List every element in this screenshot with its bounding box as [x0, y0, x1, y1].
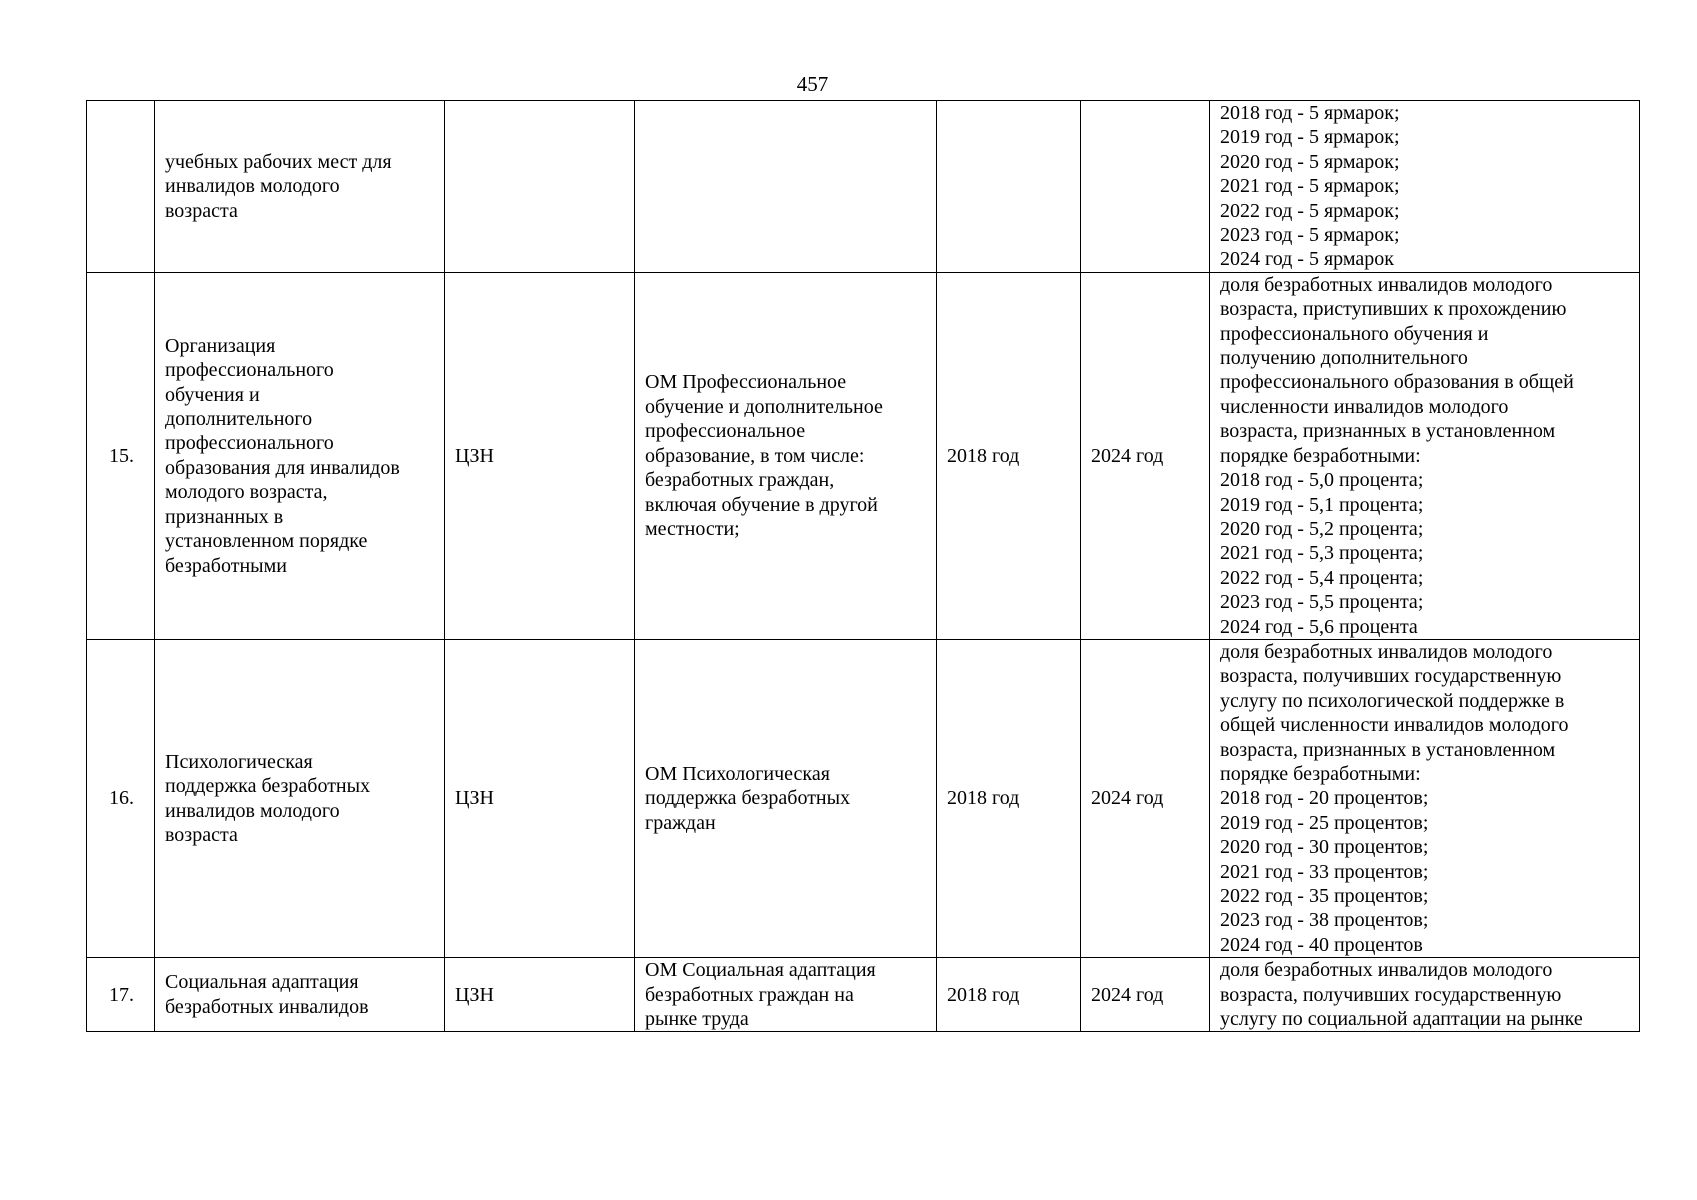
row-number-text: 15.	[109, 444, 134, 467]
indicator-cell-line: доля безработных инвалидов молодого	[1220, 959, 1553, 982]
activity-cell-line: поддержка безработных	[165, 775, 371, 798]
indicator-cell-line: 2021 год - 33 процентов;	[1220, 860, 1429, 883]
executor-cell-text: ЦЗН	[455, 787, 494, 810]
executor-cell	[445, 101, 635, 273]
indicator-cell-line: возраста, признанных в установленном	[1220, 420, 1556, 443]
start-year-cell-text: 2018 год	[947, 787, 1020, 810]
activity-cell-line: безработных инвалидов	[165, 995, 369, 1018]
end-year-cell-text: 2024 год	[1091, 983, 1164, 1006]
executor-cell	[445, 272, 635, 639]
activity-cell-line: признанных в	[165, 505, 284, 528]
activity-cell-line: Организация	[165, 334, 276, 357]
activity-cell-line: инвалидов молодого	[165, 175, 340, 198]
activity-cell-line: профессионального	[165, 432, 334, 455]
program-cell-line: обучение и дополнительное	[645, 395, 883, 418]
indicator-cell-line: 2024 год - 40 процентов	[1220, 933, 1423, 956]
program-cell-line: рынке труда	[645, 1008, 749, 1031]
executor-cell-text: ЦЗН	[455, 983, 494, 1006]
indicator-cell-line: 2018 год - 5,0 процента;	[1220, 469, 1424, 492]
indicator-cell-line: возраста, признанных в установленном	[1220, 738, 1556, 761]
indicator-cell-line: 2024 год - 5,6 процента	[1220, 615, 1418, 638]
indicator-cell-line: 2021 год - 5,3 процента;	[1220, 542, 1424, 565]
start-year-cell-text: 2018 год	[947, 983, 1020, 1006]
indicator-cell-line: доля безработных инвалидов молодого	[1220, 640, 1553, 663]
start-year-cell	[937, 101, 1081, 273]
indicator-cell-line: 2023 год - 38 процентов;	[1220, 909, 1429, 932]
end-year-cell-text: 2024 год	[1091, 444, 1164, 467]
table-row	[87, 101, 1640, 273]
program-cell-line: граждан	[645, 811, 716, 834]
indicator-cell-line: 2023 год - 5,5 процента;	[1220, 591, 1424, 614]
executor-cell	[445, 639, 635, 957]
start-year-cell	[937, 958, 1081, 1032]
activity-cell-line: учебных рабочих мест для	[165, 150, 392, 173]
program-cell	[635, 958, 937, 1032]
indicator-cell-line: 2019 год - 5,1 процента;	[1220, 493, 1424, 516]
indicator-cell	[1210, 958, 1640, 1032]
executor-cell-text: ЦЗН	[455, 444, 494, 467]
program-cell	[635, 101, 937, 273]
activity-cell-line: молодого возраста,	[165, 481, 328, 504]
indicator-cell-line: возраста, приступивших к прохождению	[1220, 298, 1567, 321]
row-number	[87, 958, 155, 1032]
indicator-cell-line: доля безработных инвалидов молодого	[1220, 273, 1553, 296]
indicator-cell-line: общей численности инвалидов молодого	[1220, 714, 1569, 737]
indicator-cell-line: 2023 год - 5 ярмарок;	[1220, 224, 1400, 247]
indicator-cell-line: услугу по психологической поддержке в	[1220, 689, 1565, 712]
table-row	[87, 958, 1640, 1032]
indicator-cell	[1210, 639, 1640, 957]
program-cell-line: ОМ Социальная адаптация	[645, 959, 876, 982]
row-number-text: 17.	[109, 983, 134, 1006]
indicator-cell	[1210, 101, 1640, 273]
indicator-cell-line: 2022 год - 5 ярмарок;	[1220, 199, 1400, 222]
activity-cell	[155, 101, 445, 273]
activity-cell	[155, 958, 445, 1032]
end-year-cell	[1081, 639, 1210, 957]
activity-cell-line: установленном порядке	[165, 530, 368, 553]
indicator-cell-line: 2020 год - 5,2 процента;	[1220, 517, 1424, 540]
indicator-cell-line: 2019 год - 25 процентов;	[1220, 811, 1429, 834]
start-year-cell-text: 2018 год	[947, 444, 1020, 467]
program-cell-line: включая обучение в другой	[645, 493, 878, 516]
program-cell-line: ОМ Психологическая	[645, 762, 830, 785]
program-cell-line: местности;	[645, 517, 740, 540]
activity-cell-line: Психологическая	[165, 750, 313, 773]
indicator-cell-line: численности инвалидов молодого	[1220, 395, 1509, 418]
end-year-cell	[1081, 101, 1210, 273]
activity-cell-line: обучения и	[165, 383, 260, 406]
activity-cell-line: возраста	[165, 199, 238, 222]
indicator-cell-line: 2018 год - 5 ярмарок;	[1220, 102, 1400, 124]
indicator-cell-line: 2019 год - 5 ярмарок;	[1220, 126, 1400, 149]
activity-cell	[155, 639, 445, 957]
program-cell	[635, 272, 937, 639]
indicator-cell-line: возраста, получивших государственную	[1220, 983, 1562, 1006]
end-year-cell-text: 2024 год	[1091, 787, 1164, 810]
program-cell-line: профессиональное	[645, 420, 806, 443]
start-year-cell	[937, 272, 1081, 639]
indicator-cell-line: возраста, получивших государственную	[1220, 665, 1562, 688]
indicator-cell	[1210, 272, 1640, 639]
activity-cell	[155, 272, 445, 639]
program-cell-line: поддержка безработных	[645, 787, 851, 810]
program-cell	[635, 639, 937, 957]
activity-cell-line: образования для инвалидов	[165, 456, 400, 479]
activity-cell-line: инвалидов молодого	[165, 799, 340, 822]
indicator-cell-line: 2024 год - 5 ярмарок	[1220, 248, 1394, 271]
activity-cell-line: дополнительного	[165, 408, 313, 431]
executor-cell	[445, 958, 635, 1032]
indicator-cell-line: профессионального обучения и	[1220, 322, 1489, 345]
end-year-cell	[1081, 958, 1210, 1032]
activity-cell-line: безработными	[165, 554, 287, 577]
program-cell-line: ОМ Профессиональное	[645, 371, 847, 394]
indicator-cell-line: порядке безработными:	[1220, 444, 1421, 467]
indicator-cell-line: профессионального образования в общей	[1220, 371, 1574, 394]
program-cell-line: безработных граждан на	[645, 983, 854, 1006]
activity-cell-line: Социальная адаптация	[165, 971, 359, 994]
indicator-cell-line: 2018 год - 20 процентов;	[1220, 787, 1429, 810]
row-number-text: 16.	[109, 787, 134, 810]
indicator-cell-line: порядке безработными:	[1220, 762, 1421, 785]
indicator-cell-line: 2022 год - 5,4 процента;	[1220, 566, 1424, 589]
indicator-cell-line: 2021 год - 5 ярмарок;	[1220, 175, 1400, 198]
end-year-cell	[1081, 272, 1210, 639]
program-cell-line: безработных граждан,	[645, 469, 835, 492]
activity-cell-line: профессионального	[165, 359, 334, 382]
row-number	[87, 272, 155, 639]
row-number	[87, 101, 155, 273]
row-number	[87, 639, 155, 957]
program-cell-line: образование, в том числе:	[645, 444, 865, 467]
indicator-cell-line: 2020 год - 5 ярмарок;	[1220, 150, 1400, 173]
table-row	[87, 639, 1640, 957]
indicator-cell-line: получению дополнительного	[1220, 347, 1468, 370]
indicator-cell-line: 2020 год - 30 процентов;	[1220, 836, 1429, 859]
start-year-cell	[937, 639, 1081, 957]
indicator-cell-line: 2022 год - 35 процентов;	[1220, 885, 1429, 907]
measures-table	[86, 100, 1640, 1032]
indicator-cell-line: услугу по социальной адаптации на рынке	[1220, 1008, 1583, 1031]
table-row	[87, 272, 1640, 639]
activity-cell-line: возраста	[165, 823, 238, 846]
page-number: 457	[796, 72, 829, 96]
